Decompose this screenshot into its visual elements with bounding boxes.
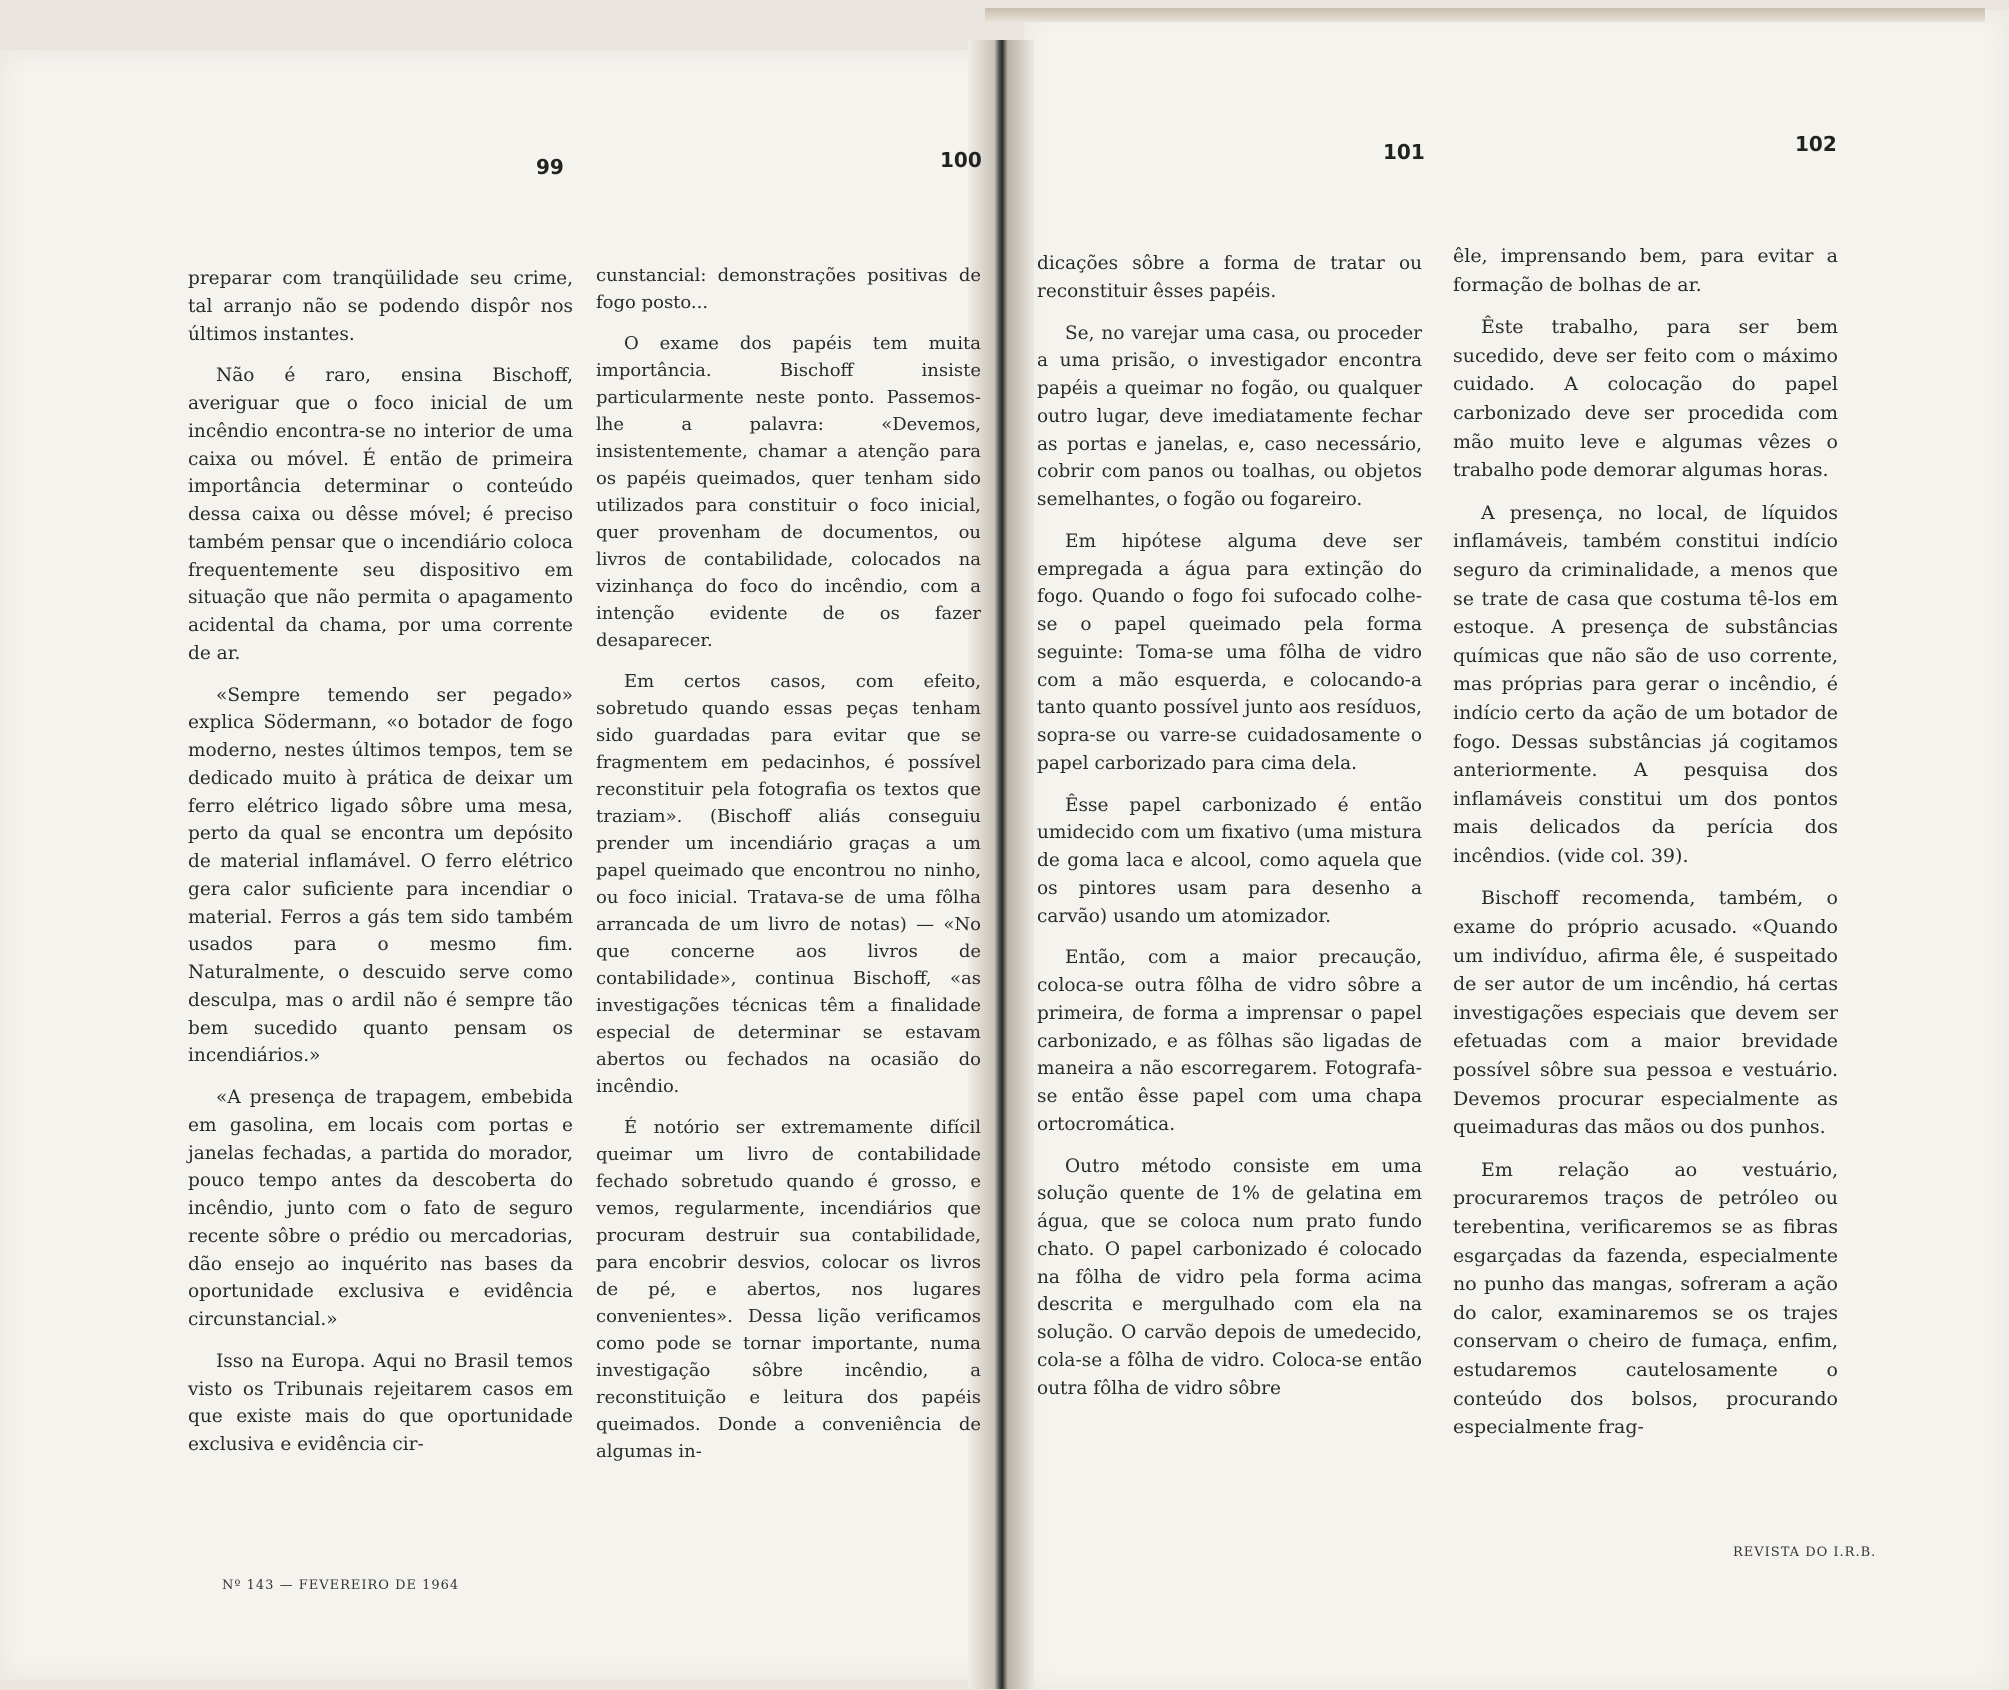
paragraph: A presença, no local, de líquidos inflamáveis, também constitui indício seguro da criminalidade, a menos que se trate de casa que costuma tê-los em estoque. A presença de substâncias químicas que não são de uso corrente, mas próprias para gerar o incêndio, é indício certo da ação de um botador de fogo. Dessas substâncias já cogitamos anteriormente. A pesquisa dos inflamáveis constitui um dos pontos mais delicados da perícia dos incêndios. (vide col. 39). xyxy=(1453,501,1838,867)
text-column-page-102 xyxy=(1453,242,1838,1456)
text-column-page-100 xyxy=(596,262,981,1479)
footer-issue-date: Nº 143 — FEVEREIRO DE 1964 xyxy=(222,1578,460,1593)
page-number-100: 100 xyxy=(940,148,982,172)
page-number-102: 102 xyxy=(1795,132,1837,156)
paragraph: Em relação ao vestuário, procuraremos traços de petróleo ou terebentina, verificaremos se as fibras esgarçadas da fazenda, especialmente no punho das mangas, sofreram a ação do calor, examinaremos se os trajes conservam o cheiro de fumaça, enfim, estudaremos cautelosamente o conteúdo dos bolsos, procurando especialmente frag- xyxy=(1453,1158,1838,1439)
footer-publication: REVISTA DO I.R.B. xyxy=(1733,1545,1877,1560)
paragraph: Em hipótese alguma deve ser empregada a água para extinção do fogo. Quando o fogo foi sufocado colhe-se o papel queimado pela forma seguinte: Toma-se uma fôlha de vidro com a mão esquerda, e colocando-a tanto quanto possível junto aos resíduos, sopra-se ou varre-se cuidadosamente o papel carborizado para cima dela. xyxy=(1037,530,1422,774)
page-number-99: 99 xyxy=(536,155,564,179)
paragraph: dicações sôbre a forma de tratar ou reconstituir êsses papéis. xyxy=(1037,253,1422,302)
paragraph: É notório ser extremamente difícil queimar um livro de contabilidade fechado sobretudo quando é grosso, e vemos, regularmente, incendiários que procuram destruir sua contabilidade, para encobrir desvios, colocar os livros de pé, e abertos, nos lugares convenientes». Dessa lição verificamos como pode se tornar importante, numa investigação sôbre incêndio, a reconstituição e leitura dos papéis queimados. Donde a conveniência de algumas in- xyxy=(596,1117,981,1462)
paragraph: Então, com a maior precaução, coloca-se outra fôlha de vidro sôbre a primeira, de forma a imprensar o papel carbonizado, e as fôlhas são ligadas de maneira a não escorregarem. Fotografa-se então êsse papel com uma chapa ortocromática. xyxy=(1037,947,1422,1135)
paragraph: Isso na Europa. Aqui no Brasil temos visto os Tribunais rejeitarem casos em que existe mais do que oportunidade exclusiva e evidência cir- xyxy=(188,1350,573,1455)
paragraph: êle, imprensando bem, para evitar a formação de bolhas de ar. xyxy=(1453,245,1838,296)
paragraph: «A presença de trapagem, embebida em gasolina, em locais com portas e janelas fechadas, a partida do morador, pouco tempo antes da descoberta do incêndio, junto com o fato de seguro recente sôbre o prédio ou mercadorias, dão ensejo ao inquérito nas bases da oportunidade exclusiva e evidência circunstancial.» xyxy=(188,1087,573,1330)
paragraph: Em certos casos, com efeito, sobretudo quando essas peças tenham sido guardadas para evitar que se fragmentem em pedacinhos, é possível reconstituir pela fotografia os textos que traziam». (Bischoff aliás conseguiu prender um incendiário graças a um papel queimado que encontrou no ninho, ou foco inicial. Tratava-se de uma fôlha arrancada de um livro de notas) — «No que concerne aos livros de contabilidade», continua Bischoff, «as investigações técnicas têm a finalidade especial de determinar se estavam abertos ou fechados na ocasião do incêndio. xyxy=(596,671,981,1097)
text-column-page-99 xyxy=(188,265,573,1473)
paragraph: Outro método consiste em uma solução quente de 1% de gelatina em água, que se coloca num prato fundo chato. O papel carbonizado é colocado na fôlha de vidro pela forma acima descrita e mergulhado com ela na solução. O carvão depois de umedecido, cola-se a fôlha de vidro. Coloca-se então outra fôlha de vidro sôbre xyxy=(1037,1155,1422,1399)
page-number-101: 101 xyxy=(1383,140,1425,164)
paragraph: O exame dos papéis tem muita importância. Bischoff insiste particularmente neste ponto. Passemos-lhe a palavra: «Devemos, insistentemente, chamar a atenção para os papéis queimados, quer tenham sido utilizados para constituir o foco inicial, quer provenham de documentos, ou livros de contabilidade, colocados na vizinhança do foco do incêndio, com a intenção evidente de os fazer desaparecer. xyxy=(596,333,981,651)
paragraph: «Sempre temendo ser pegado» explica Södermann, «o botador de fogo moderno, nestes últimos tempos, tem se dedicado muito à prática de deixar um ferro elétrico ligado sôbre uma mesa, perto da qual se encontra um depósito de material inflamável. O ferro elétrico gera calor suficiente para incendiar o material. Ferros a gás tem sido também usados para o mesmo fim. Naturalmente, o descuido serve como desculpa, mas o ardil não é sempre tão bem sucedido quanto pensam os incendiários.» xyxy=(188,684,573,1067)
paragraph: Bischoff recomenda, também, o exame do próprio acusado. «Quando um indivíduo, afirma êle, é suspeitado de ser autor de um incêndio, há certas investigações especiais que devem ser efetuadas com a maior brevidade possível sôbre sua pessoa e vestuário. Devemos procurar especialmente as queimaduras das mãos ou dos punhos. xyxy=(1453,887,1838,1139)
paragraph: Êste trabalho, para ser bem sucedido, deve ser feito com o máximo cuidado. A colocação do papel carbonizado deve ser procedida com mão muito leve e algumas vêzes o trabalho pode demorar algumas horas. xyxy=(1453,316,1838,482)
paragraph: Não é raro, ensina Bischoff, averiguar que o foco inicial de um incêndio encontra-se no interior de uma caixa ou móvel. É então de primeira importância determinar o conteúdo dessa caixa ou dêsse móvel; é preciso também pensar que o incendiário coloca frequentemente seu dispositivo em situação que não permita o apagamento acidental da chama, por uma corrente de ar. xyxy=(188,365,573,664)
paragraph: cunstancial: demonstrações positivas de fogo posto... xyxy=(596,265,981,313)
paragraph: preparar com tranqüilidade seu crime, tal arranjo não se podendo dispôr nos últimos instantes. xyxy=(188,268,573,345)
page-top-edge xyxy=(985,8,1985,22)
text-column-page-101 xyxy=(1037,250,1422,1416)
paragraph: Se, no varejar uma casa, ou proceder a uma prisão, o investigador encontra papéis a queimar no fogão, ou qualquer outro lugar, deve imediatamente fechar as portas e janelas, e, caso necessário, cobrir com panos ou toalhas, ou objetos semelhantes, o fogão ou fogareiro. xyxy=(1037,322,1422,510)
paragraph: Êsse papel carbonizado é então umidecido com um fixativo (uma mistura de goma laca e alcool, como aquela que os pintores usam para desenho a carvão) usando um atomizador. xyxy=(1037,794,1422,927)
